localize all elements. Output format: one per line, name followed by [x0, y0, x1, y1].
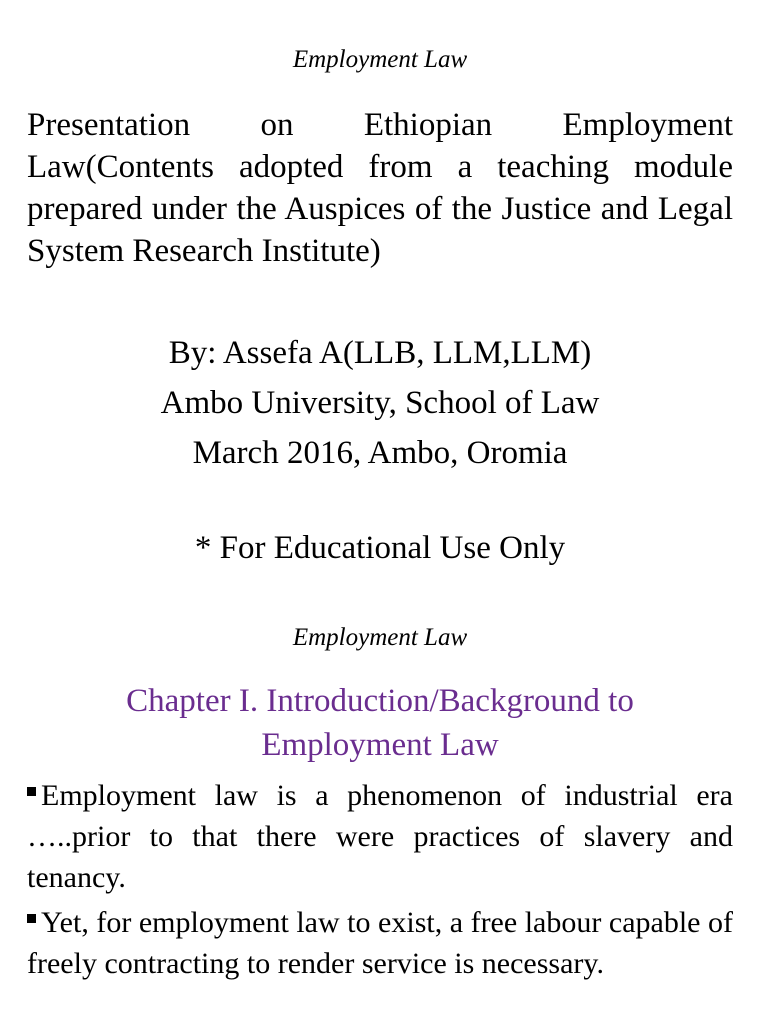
educational-use-note: * For Educational Use Only: [194, 530, 566, 566]
chapter-title-line-2: Employment Law: [261, 727, 499, 763]
bullet-text: Yet, for employment law to exist, a free labour capable of freely contracting to render service is necessary.: [27, 906, 733, 980]
chapter-title: [0, 679, 760, 767]
author-line: By: Assefa A(LLB, LLM,LLM): [168, 335, 592, 371]
bullet-item: [27, 902, 733, 984]
presentation-title: Presentation on Ethiopian Employment Law(Contents adopted from a teaching module prepared under the Auspices of the Justice and Legal System Research Institute): [27, 107, 733, 269]
bullet-item: [27, 775, 733, 898]
running-header: Employment Law: [292, 624, 468, 651]
square-bullet-icon: [27, 914, 36, 923]
bullet-text: Employment law is a phenomenon of industrial era …..prior to that there were practices of slavery and tenancy.: [27, 779, 733, 894]
institution-line: Ambo University, School of Law: [160, 385, 600, 421]
chapter-title-line-1: Chapter I. Introduction/Background to: [126, 683, 634, 719]
date-location-line: March 2016, Ambo, Oromia: [192, 435, 568, 471]
running-header: Employment Law: [292, 46, 468, 73]
square-bullet-icon: [27, 787, 36, 796]
slide-chapter-1: [0, 615, 768, 1024]
